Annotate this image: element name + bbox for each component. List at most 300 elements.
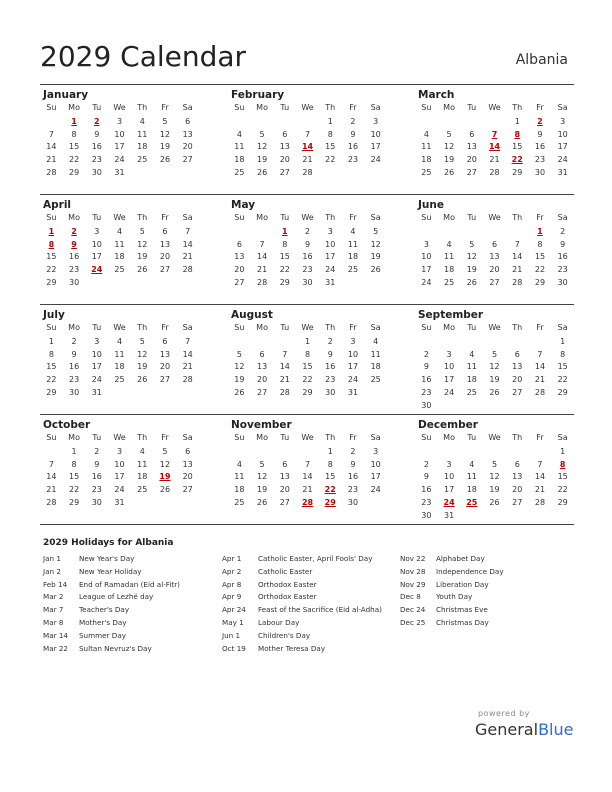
day-header: Mo [443,323,455,332]
day-cell: 14 [302,472,313,482]
holiday-item [400,604,504,617]
day-cell: 13 [466,142,477,152]
day-cell: 2 [304,226,311,236]
day-cell: 27 [182,485,193,495]
day-cell: 6 [491,239,498,249]
day-cell: 1 [537,226,543,236]
day-cell: 29 [279,277,290,287]
day-cell: 27 [512,387,523,397]
empty-day-cell [176,387,199,400]
day-cell: 14 [488,142,501,152]
day-header: Th [512,433,523,442]
day-cell: 8 [559,459,566,469]
day-cell: 29 [46,387,57,397]
empty-day-cell [342,277,365,290]
day-cell: 13 [279,142,290,152]
week-row [228,484,387,497]
day-cell: 8 [560,349,566,359]
day-cell: 30 [302,277,313,287]
holiday-date: Nov 28 [400,566,426,576]
holiday-item [222,643,382,656]
day-cell: 2 [71,336,77,346]
day-cell: 11 [137,129,148,139]
empty-day-cell [506,226,529,239]
day-cell: 21 [182,362,193,372]
day-cell: 21 [489,155,500,165]
day-cell: 28 [512,277,523,287]
day-cell: 1 [327,116,333,126]
day-cell: 24 [443,387,455,397]
day-cell: 20 [234,265,245,275]
day-header: Th [325,213,336,222]
day-header: Mo [68,103,80,112]
day-cell: 9 [71,349,77,359]
day-cell: 23 [557,265,568,275]
day-cell: 9 [350,129,356,139]
day-header: Fr [349,323,357,332]
day-cell: 4 [373,336,379,346]
holiday-item [43,630,180,643]
day-cell: 9 [560,239,566,249]
day-cell: 30 [91,167,102,177]
day-cell: 16 [347,142,359,152]
day-cell: 26 [466,277,477,287]
day-cell: 17 [114,142,125,152]
month-name: February [231,89,285,101]
empty-day-cell [154,387,177,400]
day-cell: 10 [114,459,125,469]
week-row [40,484,199,497]
day-cell: 7 [304,459,311,469]
day-cell: 3 [94,226,100,236]
day-header: Tu [92,433,102,442]
day-header-row [415,322,574,335]
day-header: We [488,433,501,442]
day-cell: 20 [182,472,193,482]
day-cell: 27 [234,277,245,287]
week-row [228,446,387,459]
empty-day-cell [131,497,154,510]
day-cell: 10 [91,349,102,359]
day-cell: 18 [137,472,148,482]
day-cell: 30 [91,497,102,507]
day-header-row [415,212,574,225]
day-cell: 16 [68,362,80,372]
day-cell: 16 [325,362,336,372]
day-cell: 8 [282,239,288,249]
day-cell: 2 [350,116,356,126]
empty-day-cell [483,336,506,349]
holiday-name: Teacher's Day [79,605,130,615]
day-cell: 22 [46,265,57,275]
day-header: We [301,213,314,222]
day-cell: 24 [443,497,455,507]
empty-day-cell [176,277,199,290]
day-cell: 12 [137,349,148,359]
day-cell: 29 [534,277,546,287]
week-row [415,484,574,497]
week-row [40,361,199,374]
holiday-name: Summer Day [79,630,126,640]
empty-day-cell [296,116,319,129]
day-cell: 3 [327,226,333,236]
day-cell: 14 [279,362,290,372]
holiday-item [222,579,382,592]
month-name: August [231,309,273,321]
calendar-row [40,194,574,304]
day-cell: 26 [234,387,245,397]
day-cell: 31 [557,167,568,177]
day-cell: 9 [423,472,429,482]
day-cell: 29 [557,387,568,397]
day-cell: 15 [325,142,336,152]
day-cell: 8 [537,239,543,249]
holiday-item [43,591,180,604]
day-header: Tu [467,433,477,442]
day-cell: 10 [347,349,359,359]
day-cell: 2 [423,459,429,469]
day-header: Su [421,103,432,112]
day-cell: 11 [466,472,477,482]
day-cell: 11 [421,142,432,152]
holiday-date: Apr 9 [222,592,242,602]
day-header: Sa [557,213,568,222]
day-cell: 21 [279,375,290,385]
holiday-item [43,617,180,630]
day-cell: 25 [466,497,478,507]
day-cell: 14 [46,472,57,482]
empty-day-cell [228,446,251,459]
holiday-name: Mother's Day [79,617,127,627]
week-row [40,497,199,510]
day-cell: 27 [279,497,290,507]
holiday-name: Mother Teresa Day [258,643,326,653]
empty-day-cell [228,336,251,349]
day-cell: 9 [350,459,356,469]
holiday-date: Oct 19 [222,643,246,653]
day-cell: 12 [256,142,268,152]
month-april [40,195,199,305]
day-cell: 2 [537,116,543,126]
day-cell: 15 [302,362,313,372]
holiday-date: Nov 29 [400,579,426,589]
holiday-name: Children's Day [258,630,311,640]
day-cell: 4 [139,446,145,456]
empty-day-cell [251,226,274,239]
holiday-item [222,630,382,643]
day-cell: 11 [114,349,125,359]
empty-day-cell [529,336,552,349]
holiday-date: Mar 2 [43,592,64,602]
day-cell: 13 [512,472,523,482]
day-header: Sa [557,433,568,442]
day-cell: 3 [373,446,379,456]
holiday-date: May 1 [222,617,244,627]
day-cell: 17 [91,362,102,372]
holiday-date: Jan 1 [43,554,61,563]
day-header: Sa [370,103,381,112]
day-cell: 28 [182,375,193,385]
day-header: Fr [349,433,357,442]
holiday-name: Christmas Day [436,617,489,627]
day-cell: 29 [324,497,336,507]
day-cell: 3 [350,336,356,346]
day-header: Th [512,213,523,222]
day-cell: 25 [443,277,455,287]
day-cell: 2 [71,226,77,236]
day-cell: 20 [279,155,290,165]
day-header: Sa [370,433,381,442]
holiday-date: Mar 22 [43,643,68,653]
day-cell: 22 [302,375,313,385]
day-cell: 9 [71,239,77,249]
holiday-item [400,553,504,566]
week-row [228,349,387,362]
day-cell: 7 [491,129,498,139]
day-cell: 15 [46,252,57,262]
day-header-row [40,432,199,445]
day-cell: 19 [489,375,500,385]
day-cell: 18 [234,155,245,165]
empty-day-cell [551,510,574,523]
holiday-item [43,566,180,579]
day-header: Fr [349,213,357,222]
day-cell: 18 [347,252,359,262]
day-cell: 13 [182,129,193,139]
day-header: Tu [467,213,477,222]
day-cell: 13 [159,349,171,359]
day-cell: 15 [557,472,568,482]
week-row [40,239,199,252]
brand-logo[interactable] [475,720,573,739]
week-row [228,374,387,387]
day-cell: 6 [469,129,475,139]
empty-day-cell [506,336,529,349]
day-cell: 31 [347,387,359,397]
day-cell: 4 [423,129,429,139]
day-cell: 7 [48,129,54,139]
day-cell: 3 [116,116,123,126]
day-cell: 6 [514,459,520,469]
day-cell: 4 [469,459,475,469]
day-cell: 10 [370,129,381,139]
day-cell: 30 [421,510,432,520]
month-august [228,305,387,415]
week-row [40,154,199,167]
empty-day-cell [438,116,461,129]
week-row [415,239,574,252]
day-cell: 29 [68,167,80,177]
empty-day-cell [460,400,483,413]
month-november [228,415,387,525]
day-cell: 9 [537,129,543,139]
day-cell: 24 [421,277,432,287]
day-cell: 5 [162,116,168,126]
day-header: Fr [161,433,169,442]
day-header: We [488,213,501,222]
day-cell: 30 [68,277,80,287]
day-cell: 24 [370,155,381,165]
week-row [415,154,574,167]
day-cell: 5 [259,459,265,469]
day-header: Sa [182,433,193,442]
day-cell: 28 [256,277,268,287]
day-cell: 20 [279,485,290,495]
day-cell: 4 [139,116,145,126]
holiday-item [43,579,180,592]
empty-day-cell [251,116,274,129]
day-cell: 11 [443,252,455,262]
week-row [228,336,387,349]
day-cell: 21 [302,485,313,495]
week-row [415,349,574,362]
day-cell: 25 [114,375,125,385]
week-row [40,387,199,400]
day-header: Tu [280,433,290,442]
calendar-row [40,304,574,414]
day-cell: 7 [185,226,191,236]
day-cell: 2 [423,349,429,359]
day-header: We [301,323,314,332]
holiday-item [43,604,180,617]
day-cell: 22 [68,155,80,165]
day-cell: 1 [282,226,288,236]
holiday-item [222,591,382,604]
holiday-item [43,643,180,656]
day-header: Th [512,323,523,332]
day-cell: 7 [304,129,311,139]
month-name: September [418,309,484,321]
holiday-name: Sultan Nevruz's Day [79,643,152,653]
day-cell: 5 [236,349,242,359]
day-cell: 24 [114,485,125,495]
empty-day-cell [438,400,461,413]
holiday-date: Dec 25 [400,617,426,627]
week-row [415,361,574,374]
day-cell: 22 [534,265,546,275]
day-cell: 9 [423,362,429,372]
week-row [228,141,387,154]
day-cell: 26 [489,387,500,397]
empty-day-cell [176,497,199,510]
day-cell: 23 [421,497,432,507]
day-cell: 6 [259,349,265,359]
day-cell: 11 [466,362,477,372]
day-cell: 14 [256,252,268,262]
holiday-date: Dec 24 [400,605,426,615]
day-header: We [113,213,126,222]
month-october [40,415,199,525]
empty-day-cell [251,446,274,459]
day-cell: 10 [421,252,432,262]
day-cell: 24 [91,375,102,385]
week-row [415,167,574,180]
day-header: We [113,323,126,332]
week-row [415,459,574,472]
month-name: July [43,309,65,321]
day-cell: 21 [46,485,57,495]
day-cell: 19 [466,265,477,275]
day-cell: 5 [491,349,498,359]
week-row [415,400,574,413]
holiday-item [222,617,382,630]
empty-day-cell [506,400,529,413]
empty-day-cell [131,277,154,290]
week-row [415,116,574,129]
day-header: Su [46,213,57,222]
day-cell: 23 [68,265,80,275]
day-cell: 16 [68,252,80,262]
day-cell: 1 [48,226,55,236]
day-cell: 11 [370,349,381,359]
day-header: Su [234,213,245,222]
calendar-grid [40,84,574,525]
day-cell: 12 [443,142,455,152]
day-header: Su [234,323,245,332]
brand-logo-part-1: General [475,720,539,739]
day-cell: 13 [182,459,193,469]
day-cell: 29 [302,387,313,397]
day-cell: 14 [512,252,523,262]
country-label: Albania [515,52,568,68]
day-cell: 12 [137,239,148,249]
day-header: Tu [92,213,102,222]
day-cell: 31 [114,167,125,177]
day-cell: 31 [114,497,125,507]
day-cell: 14 [182,239,193,249]
day-header: Su [46,323,57,332]
month-may [228,195,387,305]
week-row [415,510,574,523]
day-cell: 18 [114,252,125,262]
week-row [40,141,199,154]
day-header: Fr [536,103,544,112]
day-header: Th [137,323,148,332]
day-cell: 20 [182,142,193,152]
week-row [415,471,574,484]
day-cell: 26 [159,155,171,165]
day-header-row [40,102,199,115]
day-cell: 1 [304,336,311,346]
day-cell: 19 [159,142,171,152]
day-cell: 7 [282,349,288,359]
empty-day-cell [460,446,483,459]
week-row [415,446,574,459]
day-cell: 7 [259,239,265,249]
week-row [415,141,574,154]
holidays-column [43,553,180,655]
day-cell: 1 [48,336,54,346]
day-cell: 3 [560,116,566,126]
empty-day-cell [319,167,342,180]
day-cell: 13 [159,239,171,249]
day-cell: 9 [94,459,100,469]
empty-day-cell [506,510,529,523]
day-cell: 25 [137,485,148,495]
day-cell: 12 [466,252,477,262]
month-name: November [231,419,292,431]
day-header-row [40,212,199,225]
empty-day-cell [506,446,529,459]
day-cell: 17 [443,375,455,385]
day-header-row [228,432,387,445]
empty-day-cell [483,226,506,239]
day-header: Tu [280,213,290,222]
holiday-name: Orthodox Easter [258,579,317,589]
empty-day-cell [273,446,296,459]
day-header: Sa [182,323,193,332]
week-row [40,116,199,129]
